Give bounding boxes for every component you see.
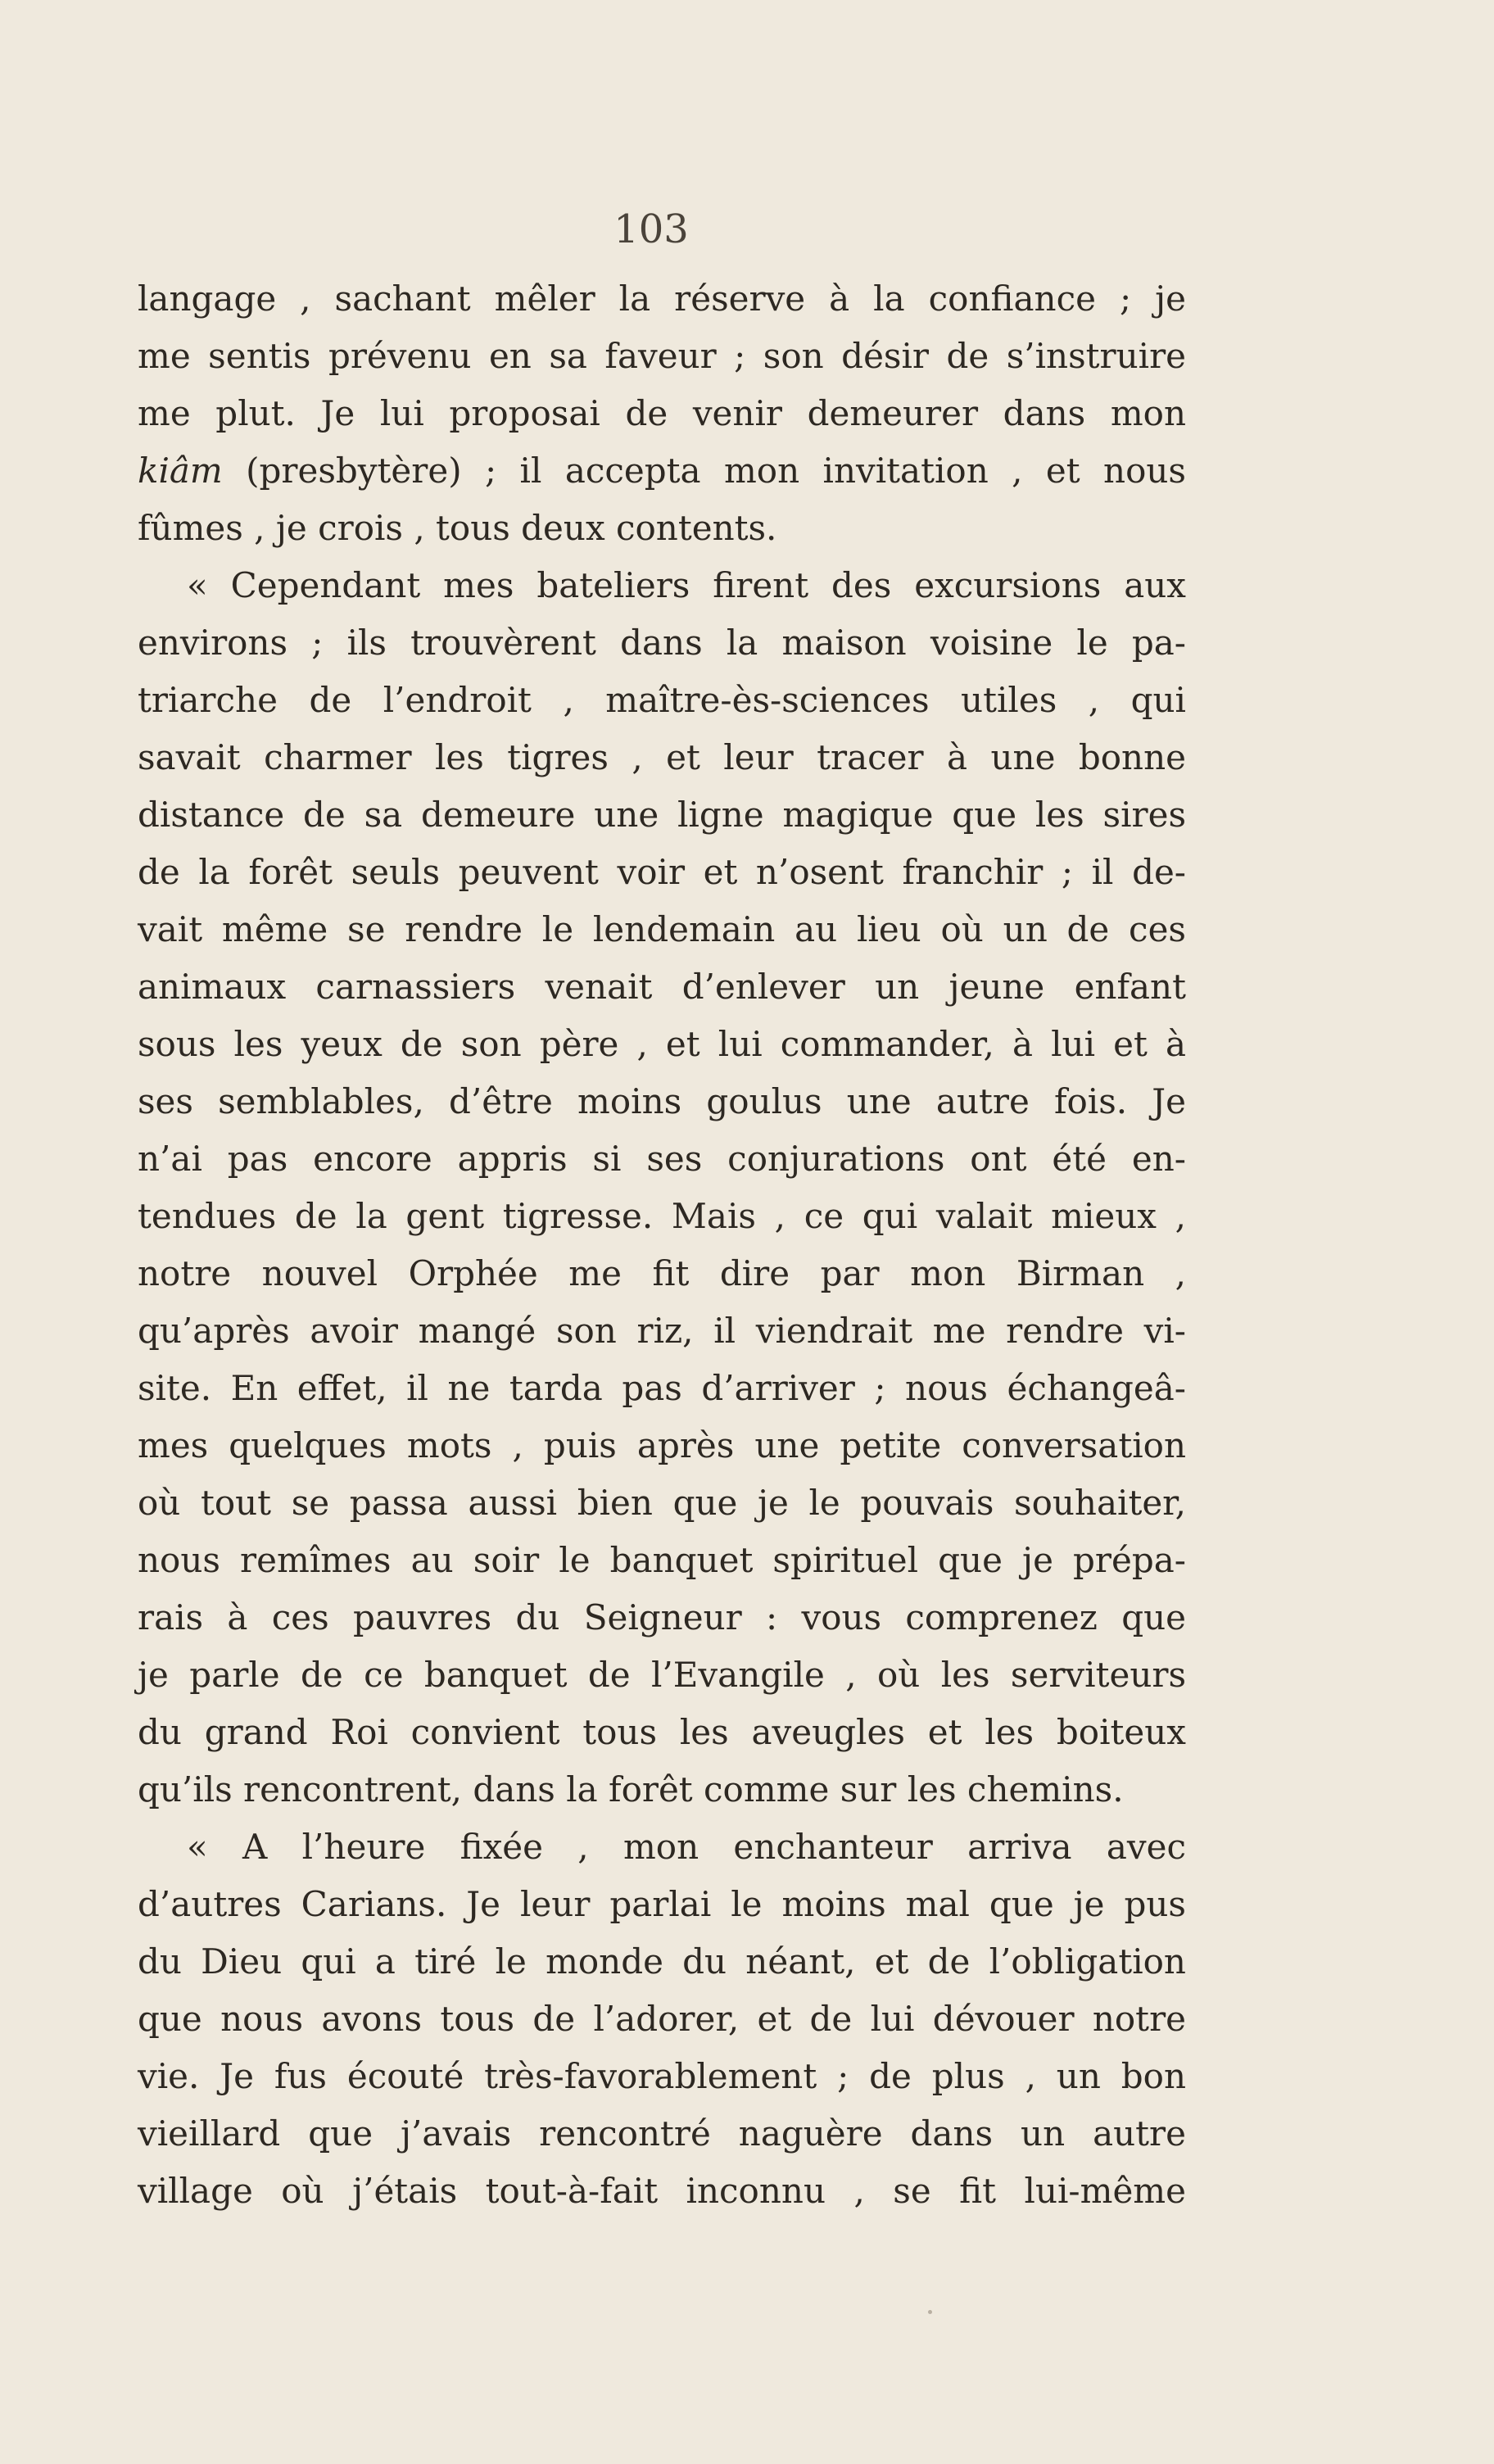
text-line: tendues de la gent tigresse. Mais , ce qui valait mieux ,: [138, 1196, 1186, 1236]
text-line: me plut. Je lui proposai de venir demeurer dans mon: [138, 393, 1186, 433]
text-line: rais à ces pauvres du Seigneur : vous comprenez que: [138, 1597, 1186, 1637]
text-line: me sentis prévenu en sa faveur ; son désir de s’instruire: [138, 336, 1186, 376]
text-line: fûmes , je crois , tous deux contents.: [138, 508, 777, 548]
text-line: sous les yeux de son père , et lui commander, à lui et à: [138, 1024, 1186, 1064]
text-line: qu’ils rencontrent, dans la forêt comme sur les chemins.: [138, 1769, 1124, 1810]
text-line: distance de sa demeure une ligne magique que les sires: [138, 795, 1186, 835]
text-line: « Cependant mes bateliers firent des excursions aux: [187, 565, 1186, 605]
text-line: vieillard que j’avais rencontré naguère dans un autre: [138, 2113, 1186, 2154]
text-line: notre nouvel Orphée me fit dire par mon Birman ,: [138, 1253, 1186, 1293]
text-line: vait même se rendre le lendemain au lieu où un de ces: [138, 909, 1186, 949]
text-line: du Dieu qui a tiré le monde du néant, et de l’obligation: [138, 1941, 1186, 1982]
page-body: [138, 270, 1186, 2220]
text-line: de la forêt seuls peuvent voir et n’osent franchir ; il de-: [138, 852, 1186, 892]
text-line: village où j’étais tout-à-fait inconnu , se fit lui-même: [138, 2171, 1186, 2211]
text-line: que nous avons tous de l’adorer, et de lui dévouer notre: [138, 1999, 1186, 2039]
text-line: site. En effet, il ne tarda pas d’arriver ; nous échangeâ-: [138, 1368, 1186, 1408]
text-line: langage , sachant mêler la réserve à la confiance ; je: [138, 279, 1186, 319]
text-line: [138, 442, 1186, 500]
text-line: vie. Je fus écouté très-favorablement ; de plus , un bon: [138, 2056, 1186, 2096]
text-line: ses semblables, d’être moins goulus une autre fois. Je: [138, 1081, 1186, 1121]
paper-speck: [928, 2310, 932, 2314]
italic-term: kiâm: [138, 451, 223, 491]
text-line: triarche de l’endroit , maître-ès-sciences utiles , qui: [138, 680, 1186, 720]
text-line: d’autres Carians. Je leur parlai le moins mal que je pus: [138, 1884, 1186, 1924]
text-line: qu’après avoir mangé son riz, il viendrait me rendre vi-: [138, 1311, 1186, 1351]
text-line: n’ai pas encore appris si ses conjurations ont été en-: [138, 1139, 1186, 1179]
page-number: 103: [613, 206, 689, 252]
text-line: savait charmer les tigres , et leur tracer à une bonne: [138, 737, 1186, 777]
text-line: où tout se passa aussi bien que je le pouvais souhaiter,: [138, 1483, 1186, 1523]
text-line: nous remîmes au soir le banquet spirituel que je prépa-: [138, 1540, 1186, 1580]
text-line: je parle de ce banquet de l’Evangile , où les serviteurs: [138, 1655, 1186, 1695]
text-line: mes quelques mots , puis après une petite conversation: [138, 1425, 1186, 1465]
text-line: environs ; ils trouvèrent dans la maison voisine le pa-: [138, 623, 1186, 663]
text-line-rest: (presbytère) ; il accepta mon invitation , et nous: [246, 451, 1186, 491]
text-line: du grand Roi convient tous les aveugles et les boiteux: [138, 1712, 1186, 1752]
text-line: animaux carnassiers venait d’enlever un jeune enfant: [138, 967, 1186, 1007]
text-line: « A l’heure fixée , mon enchanteur arriva avec: [187, 1827, 1186, 1867]
